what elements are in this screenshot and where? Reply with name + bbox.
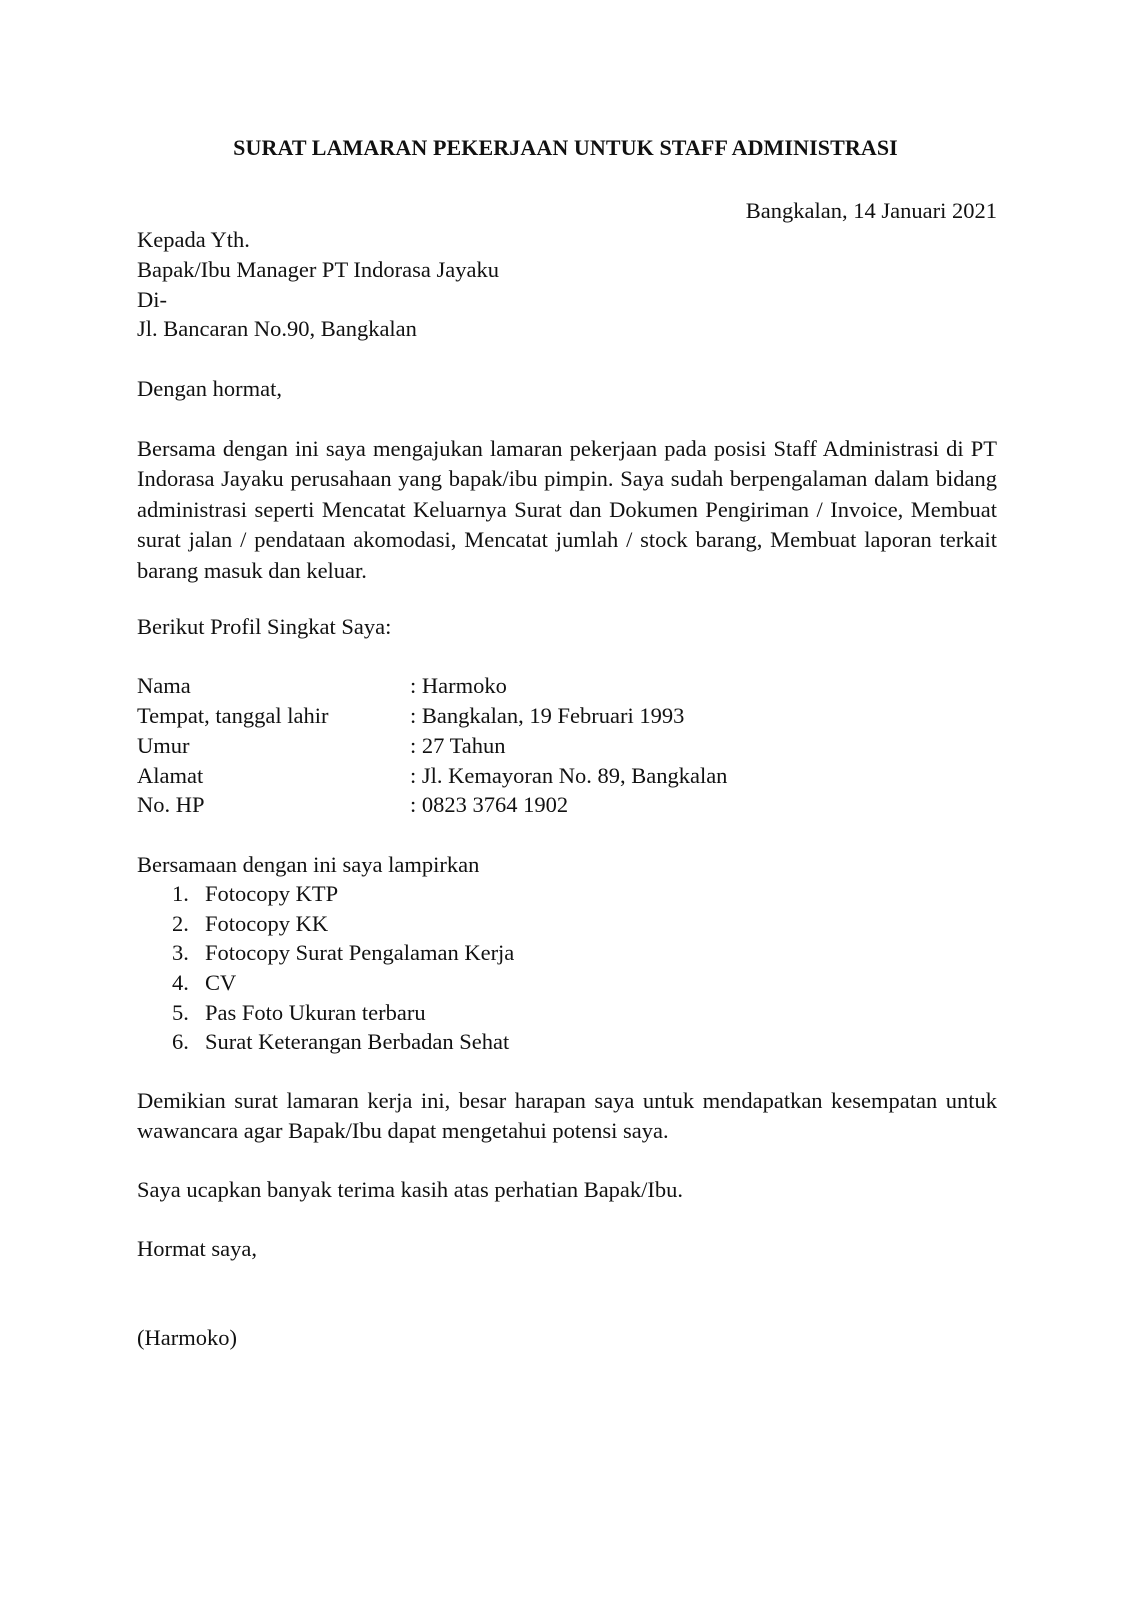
attachment-number: 2. (172, 911, 189, 936)
signature-name: (Harmoko) (137, 1325, 237, 1350)
profile-value: : Jl. Kemayoran No. 89, Bangkalan (410, 763, 728, 788)
profile-value: : 27 Tahun (410, 733, 506, 758)
attachment-number: 3. (172, 940, 189, 965)
profile-row (137, 790, 837, 820)
signoff: Hormat saya, (137, 1236, 257, 1261)
profile-value: : Harmoko (410, 673, 507, 698)
attachment-number: 1. (172, 881, 189, 906)
recipient-line-1: Kepada Yth. (137, 227, 250, 252)
recipient-line-4: Jl. Bancaran No.90, Bangkalan (137, 316, 417, 341)
attachment-text: Fotocopy Surat Pengalaman Kerja (205, 940, 515, 965)
attachment-text: Fotocopy KK (205, 911, 329, 936)
greeting: Dengan hormat, (137, 376, 282, 401)
profile-label: Alamat (137, 763, 204, 788)
profile-row (137, 671, 837, 701)
attachment-text: Pas Foto Ukuran terbaru (205, 1000, 426, 1025)
profile-value: : Bangkalan, 19 Februari 1993 (410, 703, 685, 728)
thanks-line: Saya ucapkan banyak terima kasih atas perhatian Bapak/Ibu. (137, 1177, 684, 1202)
profile-row (137, 761, 837, 791)
attachment-number: 4. (172, 970, 189, 995)
profile-label: Nama (137, 673, 191, 698)
attachment-text: Surat Keterangan Berbadan Sehat (205, 1029, 510, 1054)
profile-row (137, 731, 837, 761)
profile-label: Umur (137, 733, 190, 758)
profile-value: : 0823 3764 1902 (410, 792, 569, 817)
attachment-number: 6. (172, 1029, 189, 1054)
attachment-text: CV (205, 970, 237, 995)
intro-paragraph: Bersama dengan ini saya mengajukan lamaran pekerjaan pada posisi Staff Administrasi di PT Indorasa Jayaku perusahaan yang bapak/ibu pimpin. Saya sudah berpengalaman dalam bidang administrasi seperti Mencatat Keluarnya Surat dan Dokumen Pengiriman / Invoice, Membuat surat jalan / pendataan akomodasi, Mencatat jumlah / stock barang, Membuat laporan terkait barang masuk dan keluar. (137, 436, 997, 583)
profile-heading: Berikut Profil Singkat Saya: (137, 614, 392, 639)
profile-label: No. HP (137, 792, 205, 817)
recipient-line-2: Bapak/Ibu Manager PT Indorasa Jayaku (137, 257, 499, 282)
profile-row (137, 701, 837, 731)
profile-label: Tempat, tanggal lahir (137, 703, 329, 728)
attachments-heading: Bersamaan dengan ini saya lampirkan (137, 852, 480, 877)
recipient-line-3: Di- (137, 287, 167, 312)
letter-title: SURAT LAMARAN PEKERJAAN UNTUK STAFF ADMINISTRASI (233, 135, 898, 160)
attachment-number: 5. (172, 1000, 189, 1025)
attachment-text: Fotocopy KTP (205, 881, 339, 906)
closing-paragraph: Demikian surat lamaran kerja ini, besar harapan saya untuk mendapatkan kesempatan untuk wawancara agar Bapak/Ibu dapat mengetahui potensi saya. (137, 1088, 997, 1144)
letter-date: Bangkalan, 14 Januari 2021 (745, 198, 997, 223)
